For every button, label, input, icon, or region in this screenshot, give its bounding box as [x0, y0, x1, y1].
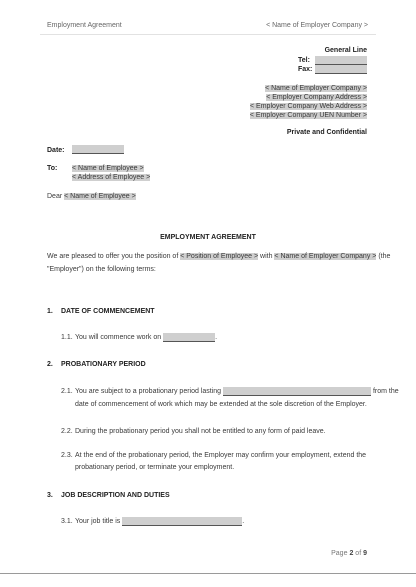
clause-2-3-line-2: probationary period, or terminate your employment.	[75, 464, 235, 471]
section-2-title: PROBATIONARY PERIOD	[61, 361, 146, 368]
tel-field[interactable]	[315, 56, 367, 65]
page-number: 2	[349, 550, 354, 557]
clause-2-1-text-b: from the	[372, 388, 399, 395]
clause-2-2-number: 2.2.	[61, 428, 73, 435]
clause-3-1-end: .	[242, 518, 245, 525]
clause-3-1-number: 3.1.	[61, 518, 73, 525]
clause-2-1-line-2: date of commencement of work which may be extended at the sole discretion of the Employer.	[75, 401, 367, 408]
employer-address-placeholder[interactable]: < Employer Company Address >	[266, 94, 367, 101]
employer-uen-placeholder[interactable]: < Employer Company UEN Number >	[249, 112, 367, 119]
intro-line-2: "Employer") on the following terms:	[47, 266, 156, 273]
section-2-number: 2.	[47, 361, 53, 368]
clause-2-3-line-1: At the end of the probationary period, the Employer may confirm your employment, extend the	[75, 452, 367, 459]
intro-text-3: (the	[378, 253, 391, 260]
employee-name-placeholder[interactable]: < Name of Employee >	[72, 165, 144, 172]
intro-text-1: We are pleased to offer you the position of	[47, 253, 179, 260]
fax-field[interactable]	[315, 65, 367, 74]
date-field[interactable]	[72, 145, 124, 154]
employer-web-placeholder[interactable]: < Employer Company Web Address >	[250, 103, 367, 110]
of-word: of	[355, 550, 362, 557]
header-divider	[40, 34, 376, 35]
header-title: Employment Agreement	[47, 22, 122, 29]
clause-1-1-end: .	[215, 334, 218, 341]
general-line-label: General Line	[324, 47, 367, 54]
section-3-title: JOB DESCRIPTION AND DUTIES	[61, 492, 170, 499]
document-title: EMPLOYMENT AGREEMENT	[160, 234, 256, 241]
section-1-title: DATE OF COMMENCEMENT	[61, 308, 155, 315]
section-3-number: 3.	[47, 492, 53, 499]
page-indicator	[331, 549, 367, 558]
clause-2-2-text: During the probationary period you shall not be entitled to any form of paid leave.	[75, 428, 326, 435]
job-title-field[interactable]	[122, 517, 245, 526]
fax-label: Fax:	[298, 66, 313, 73]
salutation-prefix: Dear	[47, 193, 63, 200]
clause-2-3-number: 2.3.	[61, 452, 73, 459]
salutation-name-placeholder[interactable]: < Name of Employee >	[64, 193, 136, 200]
commencement-date-field[interactable]	[163, 333, 218, 342]
company-placeholder[interactable]: < Name of Employer Company >	[274, 253, 377, 260]
section-1-number: 1.	[47, 308, 53, 315]
probation-period-field[interactable]	[223, 387, 371, 396]
intro-text-2: with	[260, 253, 273, 260]
page-word: Page	[331, 550, 348, 557]
tel-label: Tel:	[298, 57, 310, 64]
employee-address-placeholder[interactable]: < Address of Employee >	[72, 174, 151, 181]
clause-3-1-text: Your job title is	[75, 518, 121, 525]
clause-1-1-number: 1.1.	[61, 334, 73, 341]
date-label: Date:	[47, 147, 65, 154]
clause-2-1-text-a: You are subject to a probationary period lasting	[75, 388, 222, 395]
position-placeholder[interactable]: < Position of Employee >	[180, 253, 259, 260]
header-company: < Name of Employer Company >	[266, 22, 368, 29]
to-label: To:	[47, 165, 58, 172]
clause-1-1-text: You will commence work on	[75, 334, 162, 341]
employer-name-placeholder[interactable]: < Name of Employer Company >	[265, 85, 367, 92]
clause-2-1-number: 2.1.	[61, 388, 73, 395]
page-total: 9	[363, 550, 367, 557]
page-bottom-edge	[0, 573, 416, 574]
confidential-label: Private and Confidential	[286, 129, 367, 136]
